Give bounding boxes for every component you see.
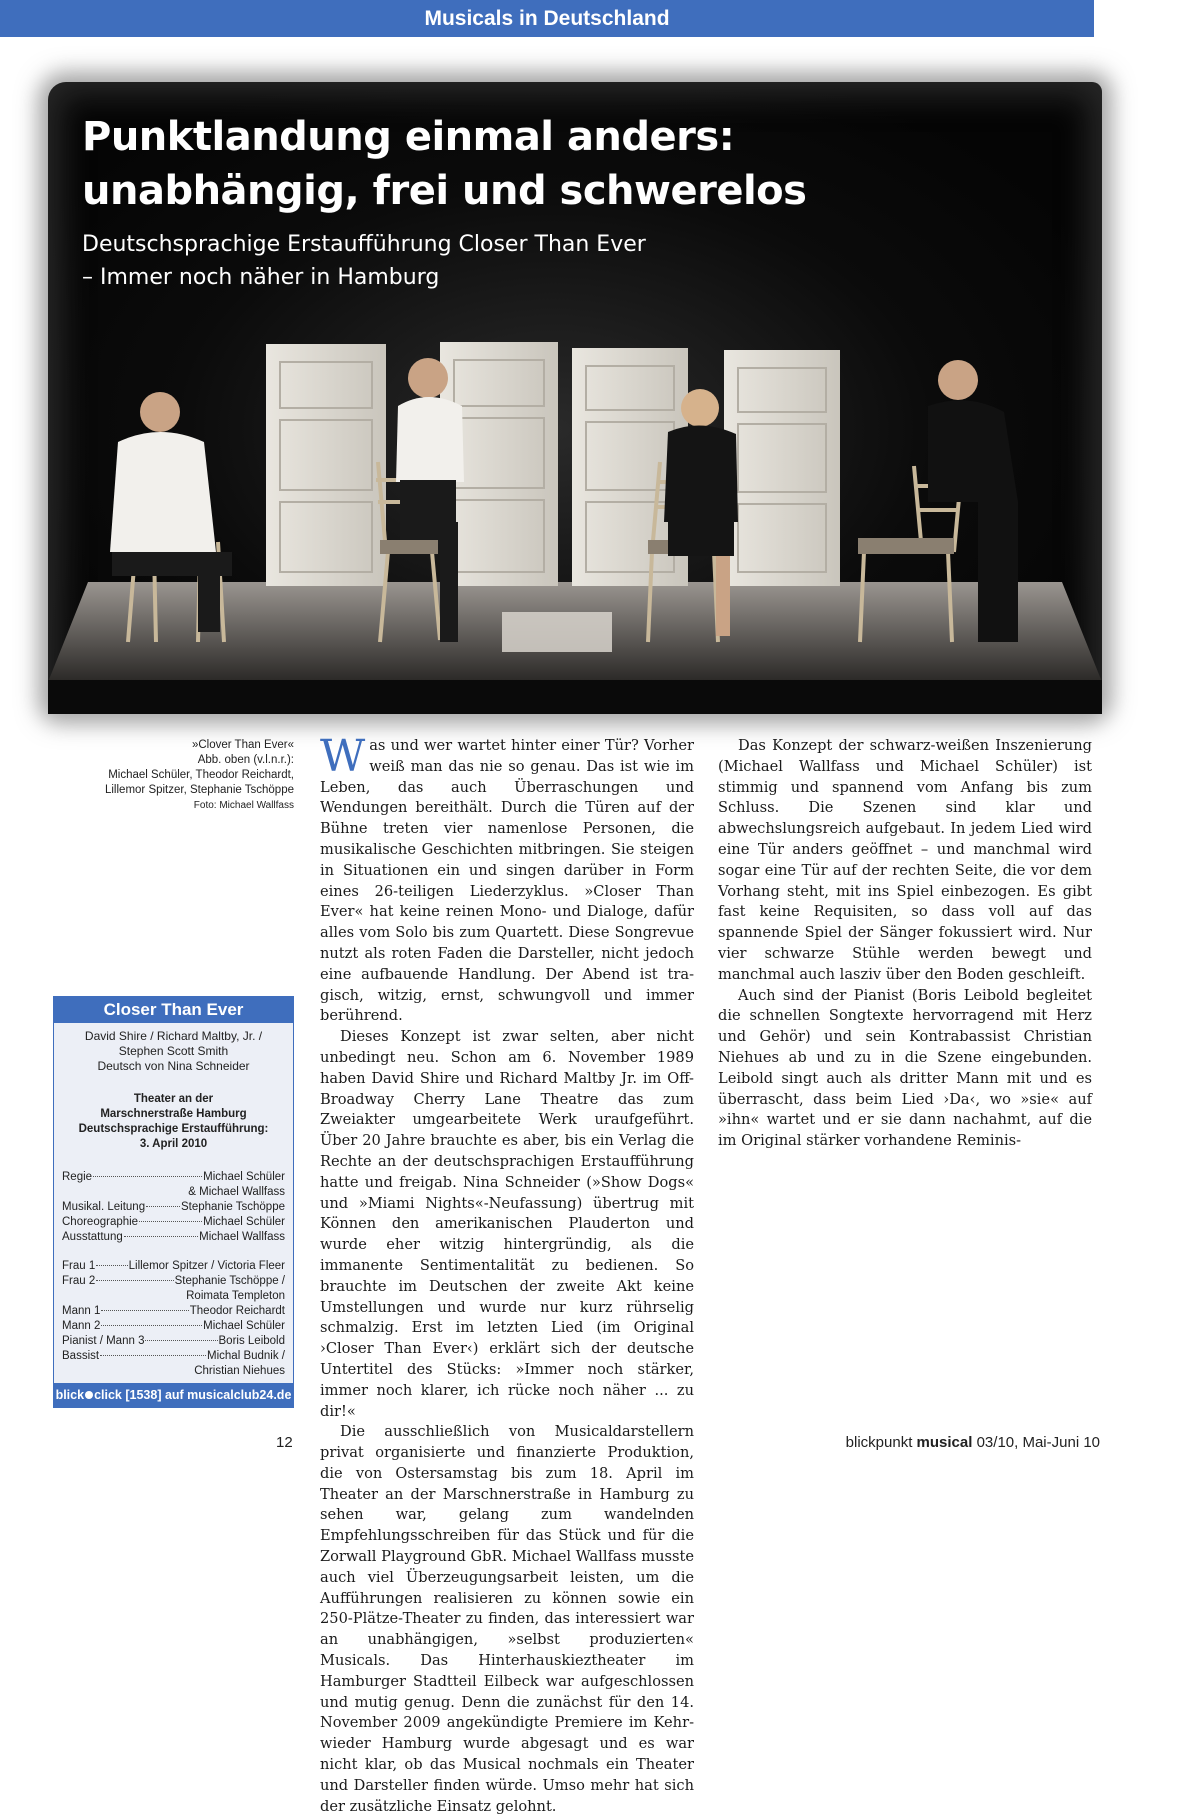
venue-line: Marschnerstraße Hamburg [100,1108,247,1120]
infobox-venue [54,1074,293,1152]
blickclick-link[interactable] [54,1383,293,1407]
cast-name-cont: Christian Niehues [194,1365,285,1377]
page-number: 12 [276,1434,293,1451]
credit-row [62,1170,285,1185]
credit-name: Michael Schüler [203,1216,285,1228]
headline-line: Punktlandung einmal anders: [82,114,735,160]
cast-role: Frau 2 [62,1275,96,1287]
article-paragraph: Dieses Konzept ist zwar selten, aber nicht unbedingt neu. Schon am 6. November 1989 haben David Shire und Richard Maltby Jr. im Off-Broadway Cherry Lane Theatre das zum Zweiakter umgearbeitete Werk uraufgeführt. Über 20 Jahre brauchte es aber, bis ein Verlag die Rechte an der deutschsprachigen Erstaufführung hatte und freigab. Nina Schneider (»Show Dogs« und »Miami Nights«-Neufassung) übertrug mit Können den amerikanischen Plauderton und wurde eher witzig hintergründig, als die immanente Sentimentalität zu bedienen. So brauchte im Deutschen der zweite Akt keine Umstellungen und wurde nur kurz rührselig schmalzig. Erst im letzten Lied (im Original ›Closer Than Ever‹) erklärt sich der deutsche Untertitel des Stücks: »Immer noch stärker, immer noch klarer, ich rücke noch näher ... zu dir!« [320,1028,694,1420]
door [724,350,840,586]
blickclick-prefix: blick [55,1388,85,1402]
photo-caption [60,738,294,813]
production-infobox [53,996,294,1408]
authors-line: Deutsch von Nina Schneider [97,1059,250,1073]
credit-row [62,1215,285,1230]
drop-cap: W [320,731,366,782]
article-paragraph: Auch sind der Pianist (Boris Leibold begleitet die schnellen Songtexte hervorragend mit Herz und Gehör) und sein Kontrabassist Christian Niehues ab und zu in die Szene eingebunden. Leibold singt auch als dritter Mann mit und es überrascht, dass beim Lied ›Da‹, wo »sie« auf »ihn« wartet und er sie dann nachahmt, auf die im Original stärker vorhandene Reminis- [718,986,1092,1150]
credit-role: Regie [62,1171,93,1183]
blickclick-suffix: click [1538] auf musicalclub24.de [94,1388,292,1402]
section-header: Musicals in Deutschland [0,0,1094,37]
credit-name: Stephanie Tschöppe [180,1201,285,1213]
cast-role: Mann 1 [62,1305,101,1317]
credit-name: Michael Schüler [203,1171,285,1183]
caption-line: Lillemor Spitzer, Stephanie Tschöppe [104,784,294,796]
cast-name: Stephanie Tschöppe / [174,1275,285,1287]
cast-name: Lillemor Spitzer / Victoria Fleer [128,1260,285,1272]
magazine-name: blickpunkt [845,1434,913,1451]
paragraph-text: Die ausschließlich von Musicaldarstellern privat organisierte und finanzierte Produktion, die von Ostersamstag bis zum 18. April im Theater an der Marschnerstraße in Hamburg zu sehen war, gelang zum wandelnden Empfehlungsschreiben für das Stück und für die Zorwall Playground GbR. Michael Wallfass musste auch viel Überzeugungsarbeit leisten, um die Aufführungen realisieren zu können sowie ein 250-Plätze-Theater zu finden, das interessiert war an unabhängigen, »selbst produzierten« Musicals. Das Hinterhauskieztheater im Hamburger Stadtteil Eilbeck war aufgeschlossen und mutig genug. Denn die zunächst für den 14. November 2009 angekündigte Premiere im Kehrwieder Hamburg wurde abgesagt und es war nicht klar, ob das Musical nochmals ein Theater und Darsteller finden würde. Umso mehr hat sich der zusätzliche Einsatz gelohnt. [320,1423,694,1815]
cast-role: Pianist / Mann 3 [62,1335,145,1347]
magazine-name-bold: musical [916,1434,973,1451]
cast-name-cont: Roimata Templeton [186,1290,285,1302]
article-headline [82,110,982,218]
headline-line: unabhängig, frei und schwerelos [82,168,807,214]
article-paragraph [320,1422,694,1817]
credit-role: Choreographie [62,1216,139,1228]
article-paragraph [320,731,694,1027]
venue-line: Deutschsprachige Erstaufführung: [78,1123,269,1135]
credits-list [54,1152,293,1379]
cast-role: Frau 1 [62,1260,96,1272]
subheadline-line: Deutschsprachige Erstaufführung Closer Than Ever [82,232,646,257]
venue-line: 3. April 2010 [139,1138,208,1150]
article-column-2 [718,736,1092,1152]
cast-name: Michal Budnik / [207,1350,285,1362]
hero-photo [48,82,1102,714]
bullet-icon [85,1391,93,1399]
credit-name-cont: & Michael Wallfass [188,1186,285,1198]
cast-row [62,1259,285,1274]
credit-row [62,1230,285,1245]
door [266,344,386,586]
authors-line: Stephen Scott Smith [118,1044,229,1058]
article-column-1 [320,731,694,1817]
magazine-issue [846,1434,1100,1451]
subheadline-line: – Immer noch näher in Hamburg [82,265,440,290]
cast-row [62,1334,285,1349]
article-paragraph: Das Konzept der schwarz-weißen Inszenierung (Michael Wallfass und Michael Schüler) ist stimmig und spannend vom Anfang bis zum Schluss. Die Szenen sind klar und abwechslungsreich aufgebaut. In jedem Lied wird eine Tür anders geöffnet – und manchmal wird sogar eine Tür auf der rechten Seite, die vor dem Vorhang steht, mit ins Spiel einbezogen. Es gibt fast keine Requisiten, so dass voll auf das spannende Spiel der Sänger fokussiert wird. Nur vier schwarze Stühle werden bewegt und manchmal auch lasziv über den Boden geschleift. [718,737,1092,983]
caption-line: »Clover Than Ever« [191,739,294,751]
cast-role: Mann 2 [62,1320,101,1332]
infobox-title: Closer Than Ever [54,997,293,1023]
cast-name: Boris Leibold [218,1335,285,1347]
credit-role: Ausstattung [62,1231,123,1243]
credit-name: Michael Wallfass [199,1231,285,1243]
cast-row [62,1349,285,1364]
credit-role: Musikal. Leitung [62,1201,146,1213]
credit-row [62,1200,285,1215]
venue-line: Theater an der [133,1093,214,1105]
caption-line: Abb. oben (v.l.n.r.): [197,754,294,766]
cast-name: Michael Schüler [203,1320,285,1332]
cast-name: Theodor Reichardt [189,1305,285,1317]
caption-line: Michael Schüler, Theodor Reichardt, [108,769,294,781]
article-subheadline [82,228,882,294]
cast-row [62,1319,285,1334]
issue-date: 03/10, Mai-Juni 10 [976,1434,1100,1451]
authors-line: David Shire / Richard Maltby, Jr. / [84,1029,263,1043]
infobox-authors [54,1023,293,1074]
photo-credit: Foto: Michael Wallfass [193,800,294,811]
paragraph-text: as und wer wartet hinter einer Tür? Vorher weiß man das nie so genau. Das ist wie im Leben, das auch Überraschungen und Wendungen bereithält. Durch die Türen auf der Bühne treten vier namenlose Personen, die musikalische Geschichten mitbringen. Sie steigen in Situationen ein und singen darüber in Form eines 26-teiligen Liederzyklus. »Closer Than Ever« hat keine reinen Mono- und Dialoge, dafür alles vom Solo bis zum Quartett. Diese Songrevue nutzt als roten Faden die Darsteller, nicht jedoch eine aufbauende Handlung. Der Abend ist tragisch, witzig, ernst, schwungvoll und immer berührend. [320,737,694,1025]
cast-role: Bassist [62,1350,100,1362]
cast-row [62,1274,285,1289]
cast-row [62,1304,285,1319]
